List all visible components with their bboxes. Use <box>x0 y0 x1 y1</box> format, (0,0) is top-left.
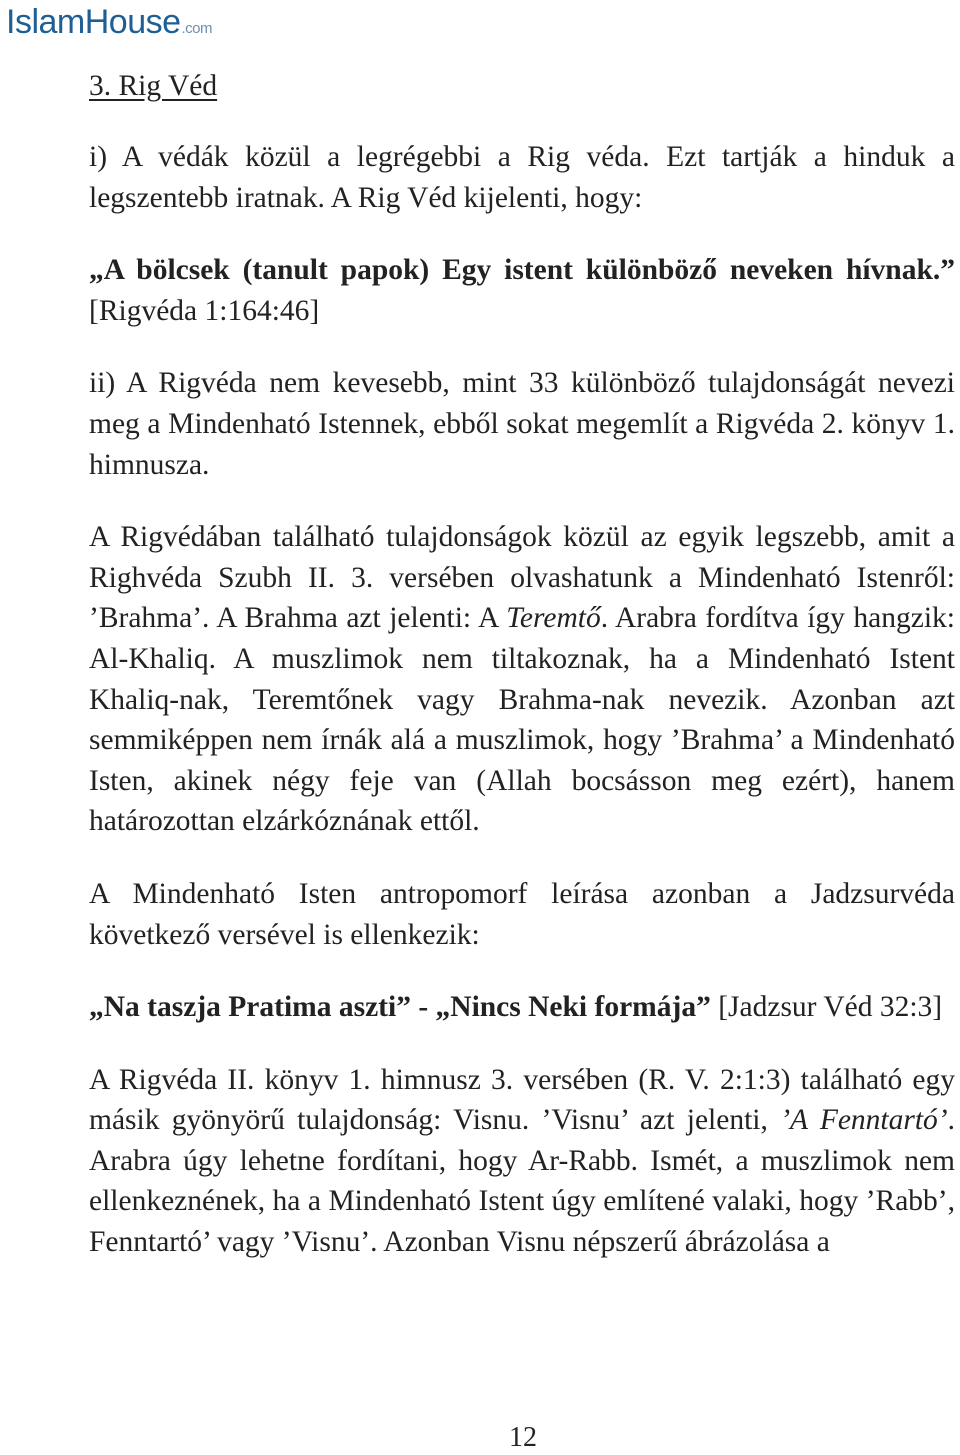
paragraph-4 <box>89 517 955 842</box>
paragraph-7-part-a: A Rigvéda II. könyv 1. himnusz 3. versében (R. V. 2:1:3) található egy másik gyönyörű tulajdonság: Visnu. ’Visnu’ azt jelenti, <box>89 1063 955 1137</box>
term-teremto: Teremtő <box>506 602 601 635</box>
paragraph-2-quote <box>89 250 955 331</box>
paragraph-5: A Mindenható Isten antropomorf leírása azonban a Jadzsurvéda következő versével is ellenkezik: <box>89 877 955 951</box>
paragraph-7-part-b: . Arabra úgy lehetne fordítani, hogy Ar-Rabb. Ismét, a muszlimok nem ellenkeznének, ha a Mindenható Istent úgy említené valaki, hogy ’Rabb’, Fenntartó’ vagy ’Visnu’. Azonban Visnu népszerű ábrázolása a <box>89 1104 956 1259</box>
islamhouse-logo <box>6 4 212 47</box>
page-number: 12 <box>509 1422 537 1453</box>
quote-rigveda: „A bölcsek (tanult papok) Egy istent különböző neveken hívnak.” <box>89 254 955 287</box>
logo-domain-suffix: .com <box>181 20 213 37</box>
paragraph-1: i) A védák közül a legrégebbi a Rig véda. Ezt tartják a hinduk a legszentebb iratnak. A Rig Véd kijelenti, hogy: <box>89 141 955 214</box>
paragraph-6-quote <box>89 987 955 1028</box>
paragraph-3: ii) A Rigvéda nem kevesebb, mint 33 különböző tulajdonságát nevezi meg a Mindenható Istennek, ebből sokat megemlít a Rigvéda 2. könyv 1. himnusza. <box>89 367 955 481</box>
paragraph-7 <box>89 1060 955 1263</box>
page-body <box>89 66 955 1295</box>
quote-jadzsurveda: „Na taszja Pratima aszti” - „Nincs Neki formája” <box>89 991 711 1024</box>
term-fenntarto: ’A Fenntartó’ <box>780 1104 948 1137</box>
reference-jadzsurveda: [Jadzsur Véd 32:3] <box>710 991 943 1024</box>
reference-rigveda: [Rigvéda 1:164:46] <box>89 294 320 327</box>
paragraph-4-part-a: A Rigvédában található tulajdonságok közül az egyik legszebb, amit a Righvéda Szubh II. 3. versében olvashatunk a Mindenható Istenről: ’Brahma’. A Brahma azt jelenti: A <box>89 521 955 635</box>
section-heading: 3. Rig Véd <box>89 70 218 102</box>
logo-wordmark: IslamHouse <box>6 3 181 41</box>
paragraph-4-part-b: . Arabra fordítva így hangzik: Al-Khaliq. A muszlimok nem tiltakoznak, ha a Mindenható Istent Khaliq-nak, Teremtőnek vagy Brahma-nak nevezik. Azonban azt semmiképpen nem írnák alá a muszlimok, hogy ’Brahma’ a Mindenható Isten, akinek négy feje van (Allah bocsásson meg ezért), hanem határozottan elzárkóznának ettől. <box>89 602 956 838</box>
